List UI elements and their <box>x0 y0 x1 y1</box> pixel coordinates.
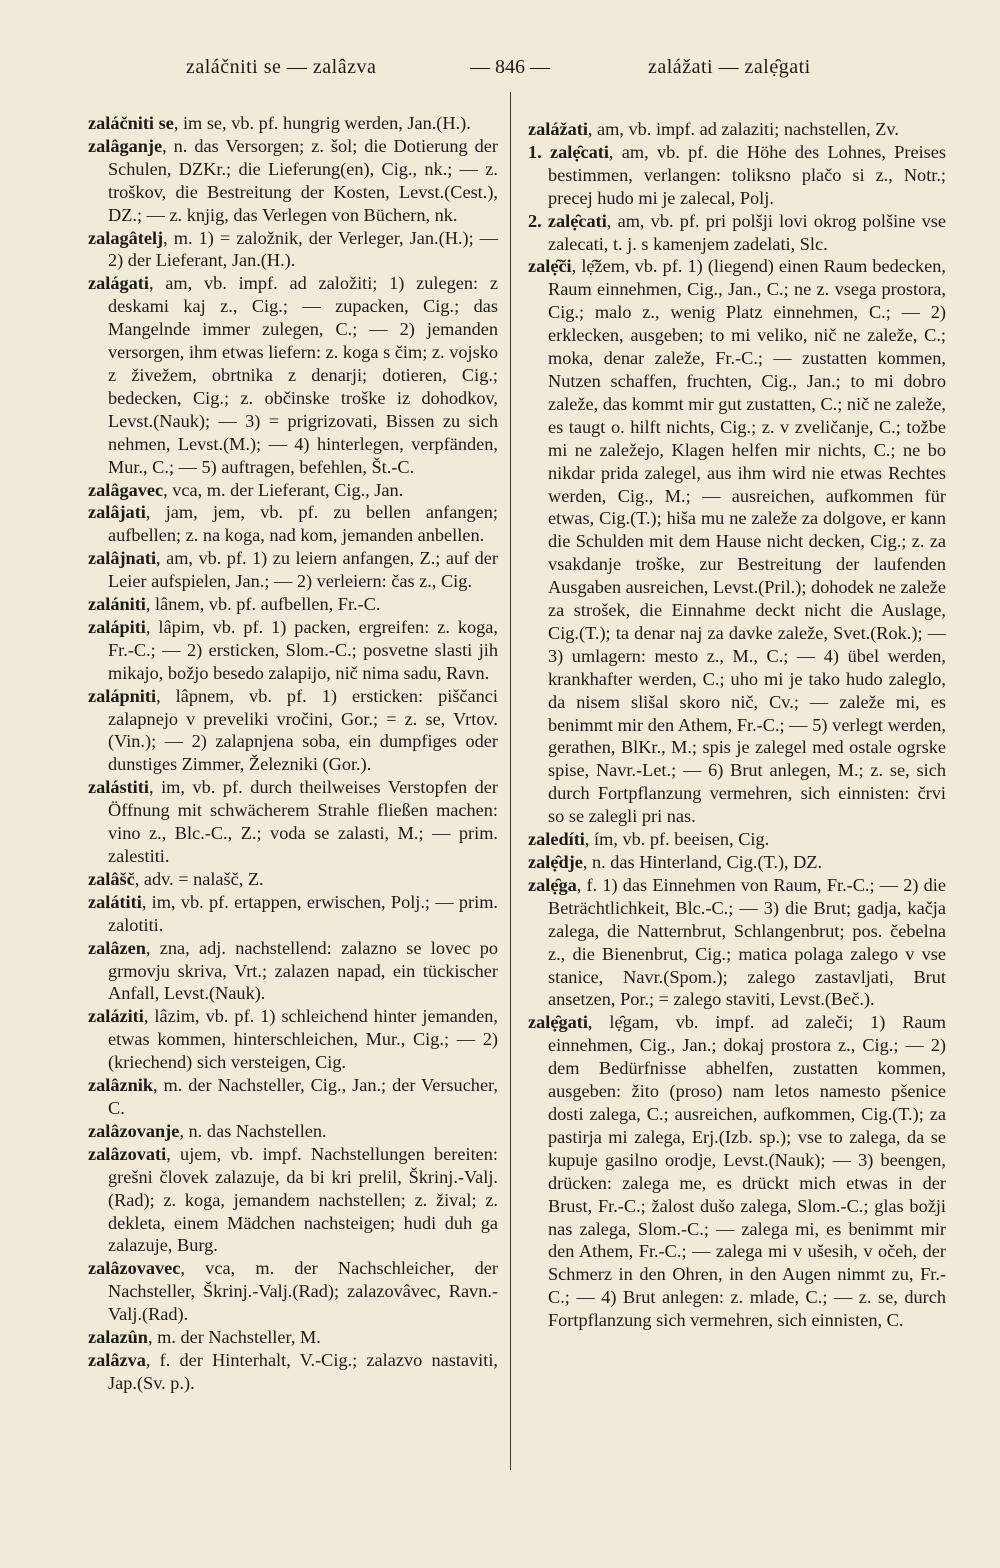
definition: , ím, vb. pf. beeisen, Cig. <box>584 829 770 850</box>
headword: zalâšč <box>88 868 135 889</box>
headword: zalâznik <box>88 1075 154 1096</box>
headword: zalániti <box>88 594 146 615</box>
dictionary-entry <box>528 118 946 141</box>
headword: zalẹ̑dje <box>528 852 583 872</box>
page-header <box>0 56 1000 90</box>
page-number: — 846 — <box>470 56 550 78</box>
dictionary-entry <box>88 937 498 1006</box>
definition: , n. das Versorgen; z. šol; die Dotierung der Schulen, DZKr.; die Lieferung(en), Cig., nk.; — z. troškov, die Bestreitung der Kosten, Levst.(Cest.), DZ.; — z. knjig, das Verlegen von Büchern, nk. <box>108 135 498 225</box>
headword: zalẹ̑ga <box>528 874 577 895</box>
headword: zalâganje <box>88 135 163 156</box>
headword: zalástiti <box>88 777 149 798</box>
definition: , jam, jem, vb. pf. zu bellen anfangen; aufbellen; z. na koga, nad kom, jemanden anbellen. <box>108 502 498 546</box>
dictionary-entry <box>88 685 498 777</box>
header-right-guide: zalážati — zalẹ̑gati <box>648 56 811 78</box>
headword: zalâzovavec <box>88 1258 181 1279</box>
definition: , am, vb. impf. ad založiti; 1) zulegen: z deskami kaj z., Cig.; — zupacken, Cig.; das Mangelnde immer zulegen, C.; — 2) jemanden versorgen, ihm etwas liefern: z. koga s čim; z. vojsko z živežem, obrtnika z denarji; dotieren, Cig.; bedecken, Cig.; z. občinske troške iz dohodkov, Levst.(Nauk); — 3) = prigrizovati, Bissen zu sich nehmen, Levst.(M.); — 4) hinterlegen, verpfänden, Mur., C.; — 5) auftragen, befehlen, Št.-C. <box>108 273 498 477</box>
definition: , lâpim, vb. pf. 1) packen, ergreifen: z. koga, Fr.-C.; — 2) ersticken, Slom.-C.; posvetne slasti jih mikajo, božjo besedo zalapijo, nič nima sadu, Ravn. <box>108 616 498 683</box>
headword: zalâjati <box>88 502 146 523</box>
column-divider <box>510 92 511 1470</box>
definition: , lẹ̑žem, vb. pf. 1) (liegend) einen Raum bedecken, Raum einnehmen, Cig., Jan., C.; ne z. vsega prostora, Cig.; malo z., wenig Platz einnehmen, C.; — 2) erklecken, ausgeben; to mi veliko, nič ne zaleže, C.; moka, denar zaleže, Fr.-C.; — zustatten kommen, Nutzen schaffen, fruchten, Cig., Jan.; to mi dobro zaleže, das kommt mir gut zustatten, C.; nič ne zaleže, es taugt o. hilft nichts, Cig.; z. v zveličanje, C.; tožbe mi ne zaležejo, Klagen helfen mir nichts, C.; ne bo nikdar prida zalegel, aus ihm wird nie etwas Rechtes werden, Cig., M.; — ausreichen, aufkommen für etwas, Cig.(T.); hiša mu ne zaleže za dolgove, er kann die Schulden mit dem Hause nicht decken, Cig.; z. za vsakdanje troške, zur Bestreitung der laufenden Ausgaben ausreichen, Levst.(Pril.); dohodek ne zaleže za strošek, die Einnahme deckt nicht die Auslage, Cig.(T.); ta denar naj za davke zaleže, Svet.(Rok.); — 3) umlagern: mesto z., M., C.; — 4) übel werden, krankhafter werden, C.; uho mi je tako hudo zaleglo, da nisem slišal skoro nič, Cv.; — zaleže mi, es benimmt mir den Athem, Fr.-C.; — 5) verlegt werden, gerathen, BlKr., M.; spis je zalegel med ostale ogrske spise, Navr.-Let.; — 6) Brut anlegen, M.; z. se, sich durch Fortpflanzung vermehren, sich einnisten: črvi so se zalegli pri nas. <box>548 256 946 827</box>
dictionary-entry <box>528 141 946 210</box>
definition: , ujem, vb. impf. Nachstellungen bereiten: grešni človek zalazuje, da bi kri prelil, Škrinj.-Valj.(Rad); z. koga, jemandem nachstellen; z. žival; z. dekleta, einem Mädchen nachsteigen; hudi duh ga zalazuje, Burg. <box>108 1143 498 1256</box>
definition: , lâzim, vb. pf. 1) schleichend hinter jemanden, etwas kommen, hinterschleichen, Mur., Cig.; — 2) (kriechend) sich versteigen, Cig. <box>108 1006 498 1073</box>
definition: , im, vb. pf. durch theilweises Verstopfen der Öffnung mit schwächerem Strahle fließen machen: vino z., Blc.-C., Z.; voda se zalasti, M.; — prim. zalestiti. <box>108 777 498 866</box>
dictionary-entry <box>528 210 946 256</box>
dictionary-entry <box>88 501 498 547</box>
dictionary-entry <box>88 1143 498 1258</box>
dictionary-entry <box>88 616 498 685</box>
left-column <box>88 112 498 1395</box>
headword: zalážati <box>528 119 588 139</box>
definition: , f. der Hinterhalt, V.-Cig.; zalazvo nastaviti, Jap.(Sv. p.). <box>108 1349 498 1393</box>
headword: zaláziti <box>88 1006 144 1027</box>
dictionary-entry <box>88 135 498 227</box>
headword: 1. zalẹ̑cati <box>528 141 609 162</box>
headword: zalâzva <box>88 1349 146 1370</box>
right-column <box>528 118 946 1332</box>
headword: zalápiti <box>88 616 146 637</box>
dictionary-entry <box>88 479 498 502</box>
dictionary-entry <box>88 593 498 616</box>
headword: zaledíti <box>528 829 585 850</box>
definition: , am, vb. pf. die Höhe des Lohnes, Preises bestimmen, verlangen: toliksno plačo si z., Notr.; precej hudo mi je zalecal, Polj. <box>548 141 947 208</box>
headword: zalâgavec <box>88 479 164 500</box>
dictionary-entry <box>88 1326 498 1349</box>
definition: , am, vb. pf. pri polšji lovi okrog polšine vse zalecati, t. j. s kamenjem zadelati, Slc. <box>548 210 946 254</box>
dictionary-entry <box>88 868 498 891</box>
dictionary-entry <box>88 112 498 135</box>
headword: zalápniti <box>88 685 157 706</box>
definition: , f. 1) das Einnehmen von Raum, Fr.-C.; — 2) die Beträchtlichkeit, Blc.-C.; — 3) die Brut; gadja, kačja zalega, die Natternbrut, Schlangenbrut; pos. čebelna z., die Bienenbrut, Cig.; matica polaga zalego v vse stanice, Navr.(Spom.); zalego zastavljati, Brut ansetzen, Por.; = zalego staviti, Levst.(Beč.). <box>548 874 946 1010</box>
dictionary-entry <box>88 1005 498 1074</box>
headword: zalagâtelj <box>88 227 164 248</box>
definition: , am, vb. pf. 1) zu leiern anfangen, Z.; auf der Leier aufspielen, Jan.; — 2) verleiern: čas z., Cig. <box>108 548 498 592</box>
headword: zalâzovati <box>88 1143 167 1164</box>
definition: , am, vb. impf. ad zalaziti; nachstellen, Zv. <box>587 119 899 139</box>
headword: zalâjnati <box>88 548 157 569</box>
headword: zaláčniti se <box>88 113 174 133</box>
headword: zalágati <box>88 273 149 294</box>
dictionary-entry <box>528 255 946 828</box>
dictionary-entry <box>528 851 946 874</box>
definition: , im, vb. pf. ertappen, erwischen, Polj.; — prim. zalotiti. <box>108 891 498 935</box>
definition: , n. das Hinterland, Cig.(T.), DZ. <box>582 852 823 872</box>
definition: , adv. = nalašč, Z. <box>134 868 264 889</box>
headword: zalẹ̑gati <box>528 1012 588 1033</box>
dictionary-entry <box>88 1257 498 1326</box>
definition: , zna, adj. nachstellend: zalazno se lovec po grmovju skriva, Vrt.; zalazen napad, ein tückischer Anfall, Levst.(Nauk). <box>108 937 498 1004</box>
definition: , lânem, vb. pf. aufbellen, Fr.-C. <box>145 594 381 615</box>
dictionary-entry <box>88 547 498 593</box>
headword: 2. zalẹ̑cati <box>528 210 607 231</box>
headword: zalátiti <box>88 891 142 912</box>
headword: zalâzen <box>88 937 146 958</box>
definition: , vca, m. der Nachschleicher, der Nachsteller, Škrinj.-Valj.(Rad); zalazovâvec, Ravn.-Valj.(Rad). <box>108 1258 498 1325</box>
headword: zalâzovanje <box>88 1120 180 1141</box>
dictionary-entry <box>528 874 946 1011</box>
definition: , im se, vb. pf. hungrig werden, Jan.(H.). <box>173 113 471 133</box>
dictionary-entry <box>88 776 498 868</box>
definition: , m. 1) = založnik, der Verleger, Jan.(H.); — 2) der Lieferant, Jan.(H.). <box>108 227 498 271</box>
dictionary-entry <box>88 227 498 273</box>
definition: , lâpnem, vb. pf. 1) ersticken: piščanci zalapnejo v preveliki vročini, Gor.; = z. se, Vrtov.(Vin.); — 2) zalapnjena soba, ein dumpfiges oder dunstiges Zimmer, Železniki (Gor.). <box>108 685 498 775</box>
dictionary-entry <box>88 1349 498 1395</box>
dictionary-entry <box>528 1011 946 1332</box>
definition: , m. der Nachsteller, M. <box>147 1327 321 1348</box>
dictionary-entry <box>528 828 946 851</box>
dictionary-entry <box>88 1074 498 1120</box>
headword: zalazûn <box>88 1327 148 1348</box>
header-left-guide: zaláčniti se — zalâzva <box>186 56 377 78</box>
definition: , m. der Nachsteller, Cig., Jan.; der Versucher, C. <box>108 1075 498 1118</box>
dictionary-entry <box>88 272 498 478</box>
headword: zalẹ̑či <box>528 256 572 277</box>
definition: , lẹ̑gam, vb. impf. ad zaleči; 1) Raum einnehmen, Cig., Jan.; dokaj prostora z., Cig.; — 2) dem Bedürfnisse abhelfen, zustatten kommen, ausgeben: žito (proso) nam letos namesto pšenice dosti zalega, C.; ausreichen, aufkommen, Cig.(T.); za pastirja mi zalega, Erj.(Izb. sp.); vse to zalega, da se kupuje gasilno orodje, Levst.(Nauk); — 3) beengen, drücken: zalega me, es drückt mich etwas in der Brust, Fr.-C.; žalost dušo zalega, Slom.-C.; glas božji nas zalega, Slom.-C.; — zalega mi, es benimmt mir den Athem, Fr.-C.; — zalega mi v ušesih, v očeh, der Schmerz in den Ohren, in den Augen nimmt zu, Fr.-C.; — 4) Brut anlegen: z. mlade, C.; — z. se, durch Fortpflanzung sich vermehren, sich einnisten, C. <box>548 1012 946 1331</box>
dictionary-entry <box>88 891 498 937</box>
definition: , n. das Nachstellen. <box>179 1120 327 1141</box>
dictionary-entry <box>88 1120 498 1143</box>
definition: , vca, m. der Lieferant, Cig., Jan. <box>163 479 404 500</box>
